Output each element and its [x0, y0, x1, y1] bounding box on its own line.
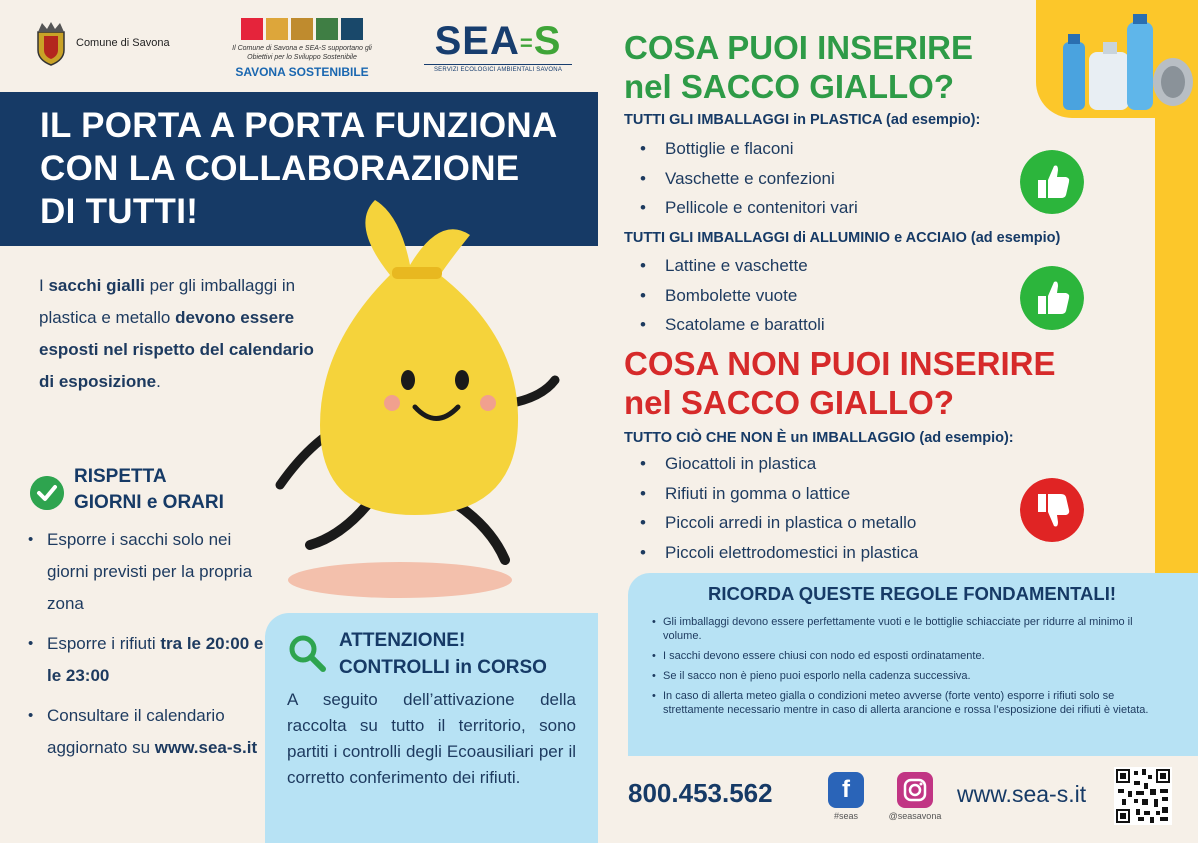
intro-part-1: I — [39, 276, 49, 295]
list-item: • Bombolette vuote — [640, 281, 825, 311]
intro-bold-2: devono essere esposti nel rispetto del calendario di esposizione — [39, 308, 314, 391]
intro-bold-1: sacchi gialli — [48, 276, 145, 295]
metallo-list — [640, 251, 825, 340]
plastica-heading: TUTTI GLI IMBALLAGGI in PLASTICA (ad esempio): — [624, 112, 981, 128]
rispetta-item2-bold: tra le 20:00 e le 23:00 — [47, 634, 264, 685]
hero-line-3: DI TUTTI! — [40, 192, 199, 231]
list-item: • Esporre i sacchi solo nei giorni previsti per la propria zona — [28, 524, 268, 620]
attenzione-text: A seguito dell’attivazione della raccolta su tutto il territorio, sono partiti i controlli degli Ecoausiliari per il corretto conferimento dei rifiuti. — [287, 690, 576, 787]
facebook-link[interactable] — [811, 772, 881, 821]
puoi-title — [624, 28, 973, 106]
list-item: • Scatolame e barattoli — [640, 310, 825, 340]
list-item: • Giocattoli in plastica — [640, 449, 918, 479]
phone-number[interactable]: 800.453.562 — [628, 778, 773, 808]
list-item — [28, 700, 268, 764]
instagram-label: @seasavona — [888, 811, 942, 821]
sustainability-note: Il Comune di Savona e SEA-S supportano gli Obiettivi per lo Sviluppo Sostenibile — [232, 45, 372, 61]
intro-text — [39, 270, 324, 398]
ricorda-list — [652, 615, 1172, 717]
non-puoi-title-2: nel SACCO GIALLO? — [624, 384, 954, 421]
list-item: • Se il sacco non è pieno puoi esporlo nella cadenza successiva. — [652, 669, 1172, 683]
non-puoi-title — [624, 344, 1056, 422]
rispetta-list — [28, 524, 268, 772]
list-item: • Piccoli arredi in plastica o metallo — [640, 508, 918, 538]
non-puoi-list — [640, 449, 918, 567]
list-item: • Vaschette e confezioni — [640, 164, 858, 194]
list-item: • Lattine e vaschette — [640, 251, 825, 281]
non-puoi-title-1: COSA NON PUOI INSERIRE — [624, 345, 1056, 382]
seas-subtitle: SERVIZI ECOLOGICI AMBIENTALI SAVONA — [424, 64, 572, 73]
seas-logo: SEA=S SERVIZI ECOLOGICI AMBIENTALI SAVONA — [424, 20, 572, 73]
sdg-icons — [222, 18, 382, 40]
facebook-icon: f — [828, 772, 864, 808]
hero-line-2: CON LA COLLABORAZIONE — [40, 149, 520, 188]
thumbs-down-icon — [1020, 478, 1084, 542]
seas-logo-a: SEA — [434, 19, 520, 63]
non-puoi-heading: TUTTO CIÒ CHE NON È un IMBALLAGGIO (ad esempio): — [624, 430, 1014, 446]
attenzione-box — [265, 613, 598, 843]
rispetta-heading — [30, 464, 224, 516]
ricorda-title: RICORDA QUESTE REGOLE FONDAMENTALI! — [707, 583, 1117, 604]
list-item: • Piccoli elettrodomestici in plastica — [640, 538, 918, 568]
rispetta-item3-text: Consultare il calendario aggiornato su — [47, 706, 225, 757]
ricorda-box — [628, 573, 1198, 756]
yellow-bag-mascot — [260, 195, 590, 605]
list-item: • Rifiuti in gomma o lattice — [640, 479, 918, 509]
metallo-heading: TUTTI GLI IMBALLAGGI di ALLUMINIO e ACCIAIO (ad esempio) — [624, 230, 1061, 246]
crest-icon — [34, 20, 68, 66]
list-item — [28, 628, 268, 692]
list-item: • I sacchi devono essere chiusi con nodo ed esposti ordinatamente. — [652, 649, 1172, 663]
rispetta-title-1: RISPETTA — [74, 466, 167, 487]
list-item: • Bottiglie e flaconi — [640, 134, 858, 164]
list-item: • Pellicole e contenitori vari — [640, 193, 858, 223]
rispetta-website-link[interactable]: www.sea-s.it — [154, 738, 258, 757]
intro-part-2: per gli imballaggi in plastica e metallo — [39, 276, 296, 327]
rispetta-item2-text: Esporre i rifiuti — [47, 634, 161, 653]
puoi-title-2: nel SACCO GIALLO? — [624, 68, 954, 105]
attenzione-title-2: CONTROLLI in CORSO — [339, 657, 547, 678]
qr-code-icon[interactable] — [1114, 767, 1172, 825]
comune-name: Comune di Savona — [76, 37, 170, 49]
list-item: • Gli imballaggi devono essere perfettamente vuoti e le bottiglie schiacciate per ridurre al minimo il volume. — [652, 615, 1172, 643]
instagram-link[interactable] — [880, 772, 950, 821]
magnifier-icon — [287, 633, 327, 673]
thumbs-up-icon — [1020, 266, 1084, 330]
sustainability-badge — [222, 18, 382, 79]
list-item: • In caso di allerta meteo gialla o condizioni meteo avverse (forte vento) esporre i rifiuti solo se strettamente necessario mentre in caso di allerta arancione e rossa l’esposizione dei rifiuti è vietata. — [652, 689, 1172, 717]
puoi-title-1: COSA PUOI INSERIRE — [624, 29, 973, 66]
rispetta-title-2: GIORNI e ORARI — [74, 492, 224, 513]
website-link[interactable]: www.sea-s.it — [957, 781, 1087, 807]
intro-part-3: . — [156, 372, 161, 391]
sustainability-title: SAVONA SOSTENIBILE — [235, 65, 369, 79]
plastica-list — [640, 134, 858, 223]
thumbs-up-icon — [1020, 150, 1084, 214]
packaging-illustration — [1055, 12, 1195, 112]
instagram-icon — [897, 772, 933, 808]
facebook-label: #seas — [833, 811, 859, 821]
check-circle-icon — [30, 476, 64, 510]
seas-logo-b: S — [533, 19, 562, 63]
hero-line-1: IL PORTA A PORTA FUNZIONA — [40, 106, 558, 145]
attenzione-title-1: ATTENZIONE! — [339, 630, 466, 651]
comune-logo — [34, 20, 170, 66]
